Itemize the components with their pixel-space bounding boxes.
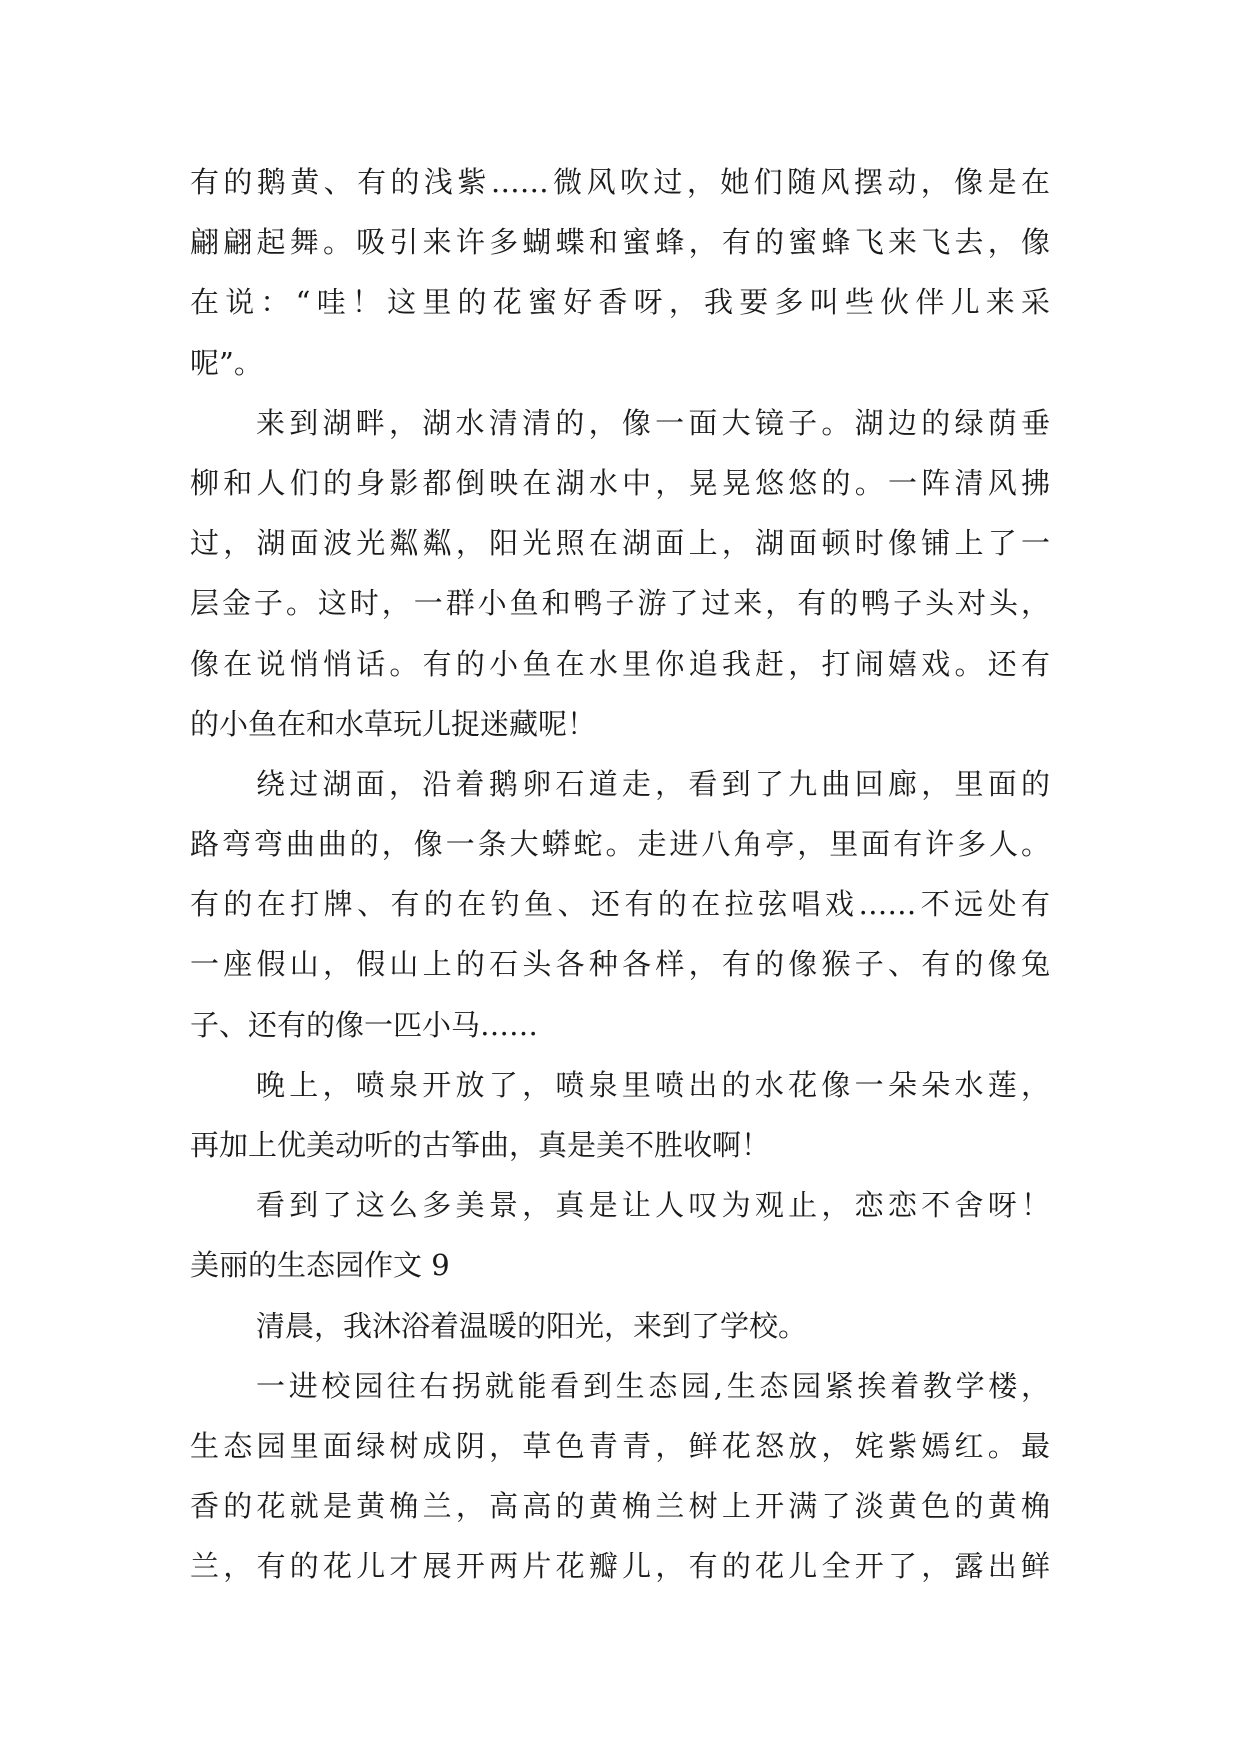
text-line: 层金子。这时，一群小鱼和鸭子游了过来，有的鸭子头对头，: [190, 586, 1050, 621]
text-line: 兰，有的花儿才展开两片花瓣儿，有的花儿全开了，露出鲜: [190, 1549, 1050, 1584]
text-line: 一座假山，假山上的石头各种各样，有的像猴子、有的像兔: [190, 947, 1050, 982]
text-line: 像在说悄悄话。有的小鱼在水里你追我赶，打闹嬉戏。还有: [190, 646, 1050, 681]
paragraph: [190, 393, 1050, 754]
paragraph: [190, 754, 1050, 1055]
text-line: 来到湖畔，湖水清清的，像一面大镜子。湖边的绿荫垂: [256, 405, 1050, 440]
text-line: 在说：“哇！这里的花蜜好香呀，我要多叫些伙伴儿来采: [190, 285, 1050, 320]
document-body: [190, 152, 1050, 1597]
paragraph: [190, 1296, 1050, 1356]
paragraph: [190, 1055, 1050, 1175]
text-line: 的小鱼在和水草玩儿捉迷藏呢！: [190, 706, 597, 741]
text-line: 晚上，喷泉开放了，喷泉里喷出的水花像一朵朵水莲，: [256, 1067, 1050, 1102]
text-line: 呢”。: [190, 345, 263, 380]
text-line: 绕过湖面，沿着鹅卵石道走，看到了九曲回廊，里面的: [256, 766, 1050, 801]
text-line: 子、还有的像一匹小马……: [190, 1007, 539, 1042]
text-line: 过，湖面波光粼粼，阳光照在湖面上，湖面顿时像铺上了一: [190, 526, 1050, 561]
text-line: 路弯弯曲曲的，像一条大蟒蛇。走进八角亭，里面有许多人。: [190, 827, 1050, 862]
paragraph: [190, 152, 1050, 393]
text-line: 生态园里面绿树成阴，草色青青，鲜花怒放，姹紫嫣红。最: [190, 1428, 1050, 1463]
text-line: 柳和人们的身影都倒映在湖水中，晃晃悠悠的。一阵清风拂: [190, 465, 1050, 500]
text-line: 有的鹅黄、有的浅紫……微风吹过，她们随风摆动，像是在: [190, 165, 1050, 199]
text-line: 再加上优美动听的古筝曲，真是美不胜收啊！: [190, 1128, 771, 1162]
text-line: 香的花就是黄桷兰，高高的黄桷兰树上开满了淡黄色的黄桷: [190, 1489, 1050, 1524]
text-line: 有的在打牌、有的在钓鱼、还有的在拉弦唱戏……不远处有: [190, 887, 1050, 922]
paragraph: [190, 1175, 1050, 1235]
text-line: 一进校园往右拐就能看到生态园,生态园紧挨着教学楼，: [256, 1368, 1050, 1403]
text-line: 看到了这么多美景，真是让人叹为观止，恋恋不舍呀！: [256, 1188, 1050, 1223]
section-title: 美丽的生态园作文 9: [190, 1248, 450, 1283]
text-line: 翩翩起舞。吸引来许多蝴蝶和蜜蜂，有的蜜蜂飞来飞去，像: [190, 225, 1050, 260]
text-line: 清晨，我沐浴着温暖的阳光，来到了学校。: [256, 1308, 808, 1343]
paragraph: [190, 1356, 1050, 1597]
